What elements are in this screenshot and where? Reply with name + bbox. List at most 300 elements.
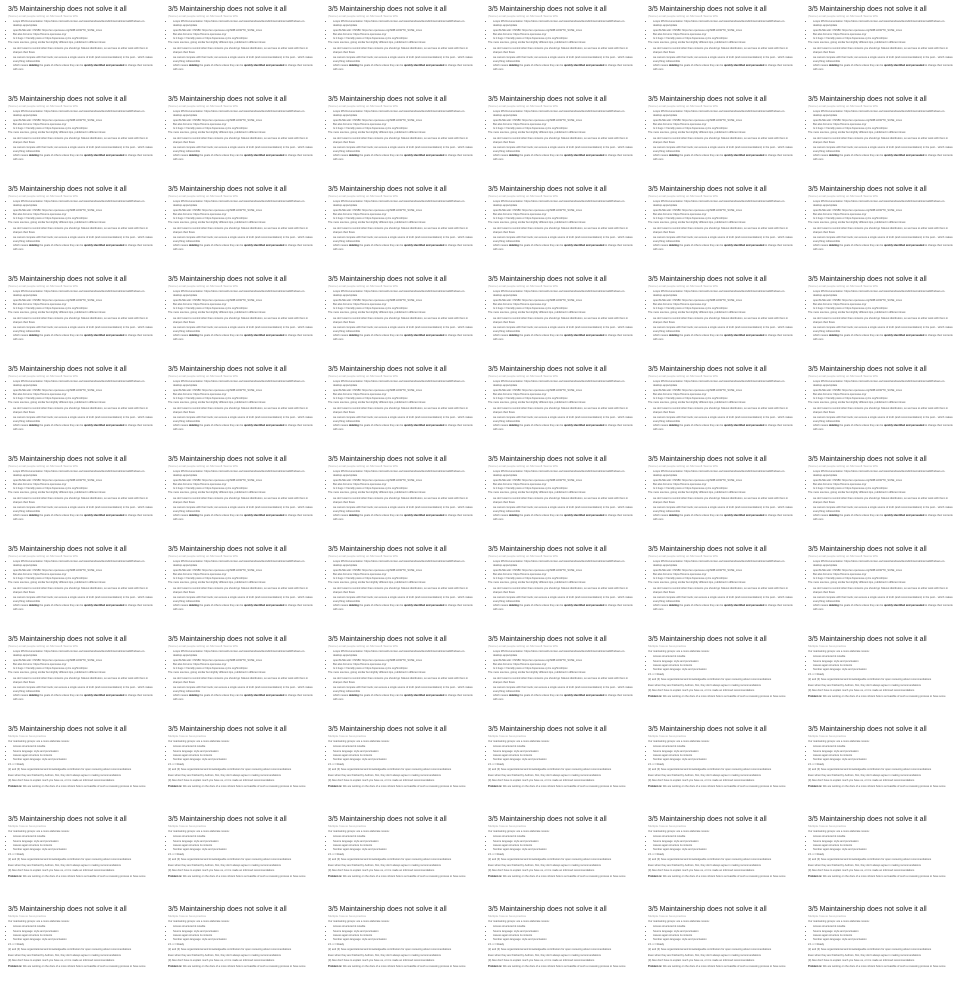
problem-paragraph: [648, 785, 794, 789]
problem-label: Problem is:: [328, 874, 343, 878]
emphasis: quickly identified and persuaded: [563, 244, 605, 248]
slide-thumbnail[interactable]: [480, 270, 640, 360]
slide-thumbnail[interactable]: [320, 540, 480, 630]
slide-body: [168, 200, 314, 253]
score-text: 2.1 x = Ready: [328, 762, 345, 766]
problem-paragraph: [648, 965, 794, 969]
list-item: • But also Forums: https://forums.opensuse.org/: [653, 213, 794, 217]
paragraph: Even when they are finished by Authors, first, they don't always agree in making recommendations: [328, 953, 441, 957]
bullet-list: [808, 200, 954, 221]
paragraph: (2) and (3) have organizational and knowledgeable contributors for open reviewing about recommendations: [808, 948, 932, 952]
score-text: 2.1 x = Ready: [8, 852, 25, 856]
slide-subtitle: (Some) email people writing on Microsoft Teams WG: [168, 284, 238, 288]
slide-thumbnail[interactable]: [800, 180, 960, 270]
emphasis: deleting: [828, 64, 839, 68]
list-item: • Is it bugs = friendly posts or https://opensuse.xyzm.org/SmitOpsx: [173, 667, 314, 671]
list-item: • which means deleting the goals of others unless they can be quickly identified and persuaded to change their contents with ours: [173, 514, 314, 523]
slide-body: [168, 380, 314, 433]
slide-thumbnail[interactable]: [480, 630, 640, 720]
paragraph: The more sources, giving similar but slightly different tips, published in different times:: [808, 581, 907, 585]
paragraph: The more sources, giving similar but slightly different tips, published in different times:: [808, 311, 907, 315]
emphasis: deleting: [28, 334, 39, 338]
slide-thumbnail[interactable]: [480, 360, 640, 450]
slide-thumbnail[interactable]: [160, 90, 320, 180]
slide-body: [168, 20, 314, 73]
bullet-list: [648, 200, 794, 221]
slide-thumbnail[interactable]: [0, 180, 160, 270]
slide-thumbnail[interactable]: [640, 900, 800, 990]
list-item: • But also Forums: https://forums.opensuse.org/: [333, 33, 474, 37]
bullet-list: [328, 317, 474, 343]
slide-thumbnail[interactable]: [0, 630, 160, 720]
slide-title: 3/5 Maintainership does not solve it all: [808, 366, 927, 373]
list-item: • we don't want to remind other than contents you should go hideout distribution, so we have to either work with them in sharpen their flows: [13, 47, 154, 56]
slide-title: 3/5 Maintainership does not solve it all: [168, 96, 287, 103]
list-item: • Source language: style and punctuation: [653, 750, 794, 754]
paragraph: (2) and (3) have organizational and knowledgeable contributors for open reviewing about recommendations: [488, 768, 612, 772]
slide-thumbnail[interactable]: [480, 540, 640, 630]
slide-thumbnail[interactable]: [0, 720, 160, 810]
list-item: • which means deleting the goals of others unless they can be quickly identified and persuaded to change their contents with ours: [493, 514, 634, 523]
list-item: • we cannot compete with their tools; can ensure a single source of truth (and recommendations) in the pool... which makes everything indiscernible: [653, 236, 794, 245]
slide-body: [328, 200, 474, 253]
slide-title: 3/5 Maintainership does not solve it all: [808, 726, 927, 733]
slide-thumbnail[interactable]: [0, 90, 160, 180]
slide-title: 3/5 Maintainership does not solve it all: [8, 186, 127, 193]
slide-subtitle: (Some) email people writing on Microsoft Teams WG: [168, 14, 238, 18]
slide-thumbnail[interactable]: [320, 810, 480, 900]
slide-thumbnail[interactable]: [0, 0, 160, 90]
slide-body: [328, 290, 474, 343]
list-item: • which means deleting the goals of others unless they can be quickly identified and persuaded to change their contents with ours: [173, 154, 314, 163]
problem-text: We are working on the docs of a more vibrant hole is so feasible of such a reviewing process to have some: [22, 964, 146, 968]
list-item: • Number again language: style and punctuation: [13, 848, 154, 852]
list-item: • Loops MS Documentation: https://docs.microsoft.com/en-us/mstest/windows/dev/sdlc/internal/internal/Windows-on-desktop-apps/update: [653, 20, 794, 29]
bullet-list: [168, 650, 314, 671]
list-item: • openSUSE wiki: OSSBC https://en.opensuse.org/SDB:HOWTO_SUSE_Linux: [13, 119, 154, 123]
emphasis: quickly identified and persuaded: [723, 334, 765, 338]
slide-thumbnail[interactable]: [160, 810, 320, 900]
list-item: • openSUSE wiki: OSSBC https://en.opensuse.org/SDB:HOWTO_SUSE_Linux: [173, 299, 314, 303]
slide-thumbnail[interactable]: [160, 360, 320, 450]
emphasis: deleting: [828, 244, 839, 248]
slide-title: 3/5 Maintainership does not solve it all: [808, 456, 927, 463]
emphasis: deleting: [668, 514, 679, 518]
paragraph: Our maintaining groups: are a more elaborate review:: [8, 920, 70, 923]
slide-thumbnail[interactable]: [640, 810, 800, 900]
slide-thumbnail[interactable]: [160, 720, 320, 810]
score-text: 2.1 x = Ready: [648, 762, 665, 766]
slide-thumbnail[interactable]: [480, 720, 640, 810]
slide-body: [168, 650, 314, 703]
slide-title: 3/5 Maintainership does not solve it all: [808, 546, 927, 553]
list-item: • Loops MS Documentation: https://docs.microsoft.com/en-us/mstest/windows/dev/sdlc/internal/internal/Windows-on-desktop-apps/update: [493, 20, 634, 29]
list-item: • openSUSE wiki: OSSBC https://en.opensuse.org/SDB:HOWTO_SUSE_Linux: [493, 389, 634, 393]
bullet-list: [8, 200, 154, 221]
paragraph: Even when they are finished by Authors, first, they don't always agree in making recommendations: [808, 953, 921, 957]
emphasis: quickly identified and persuaded: [883, 244, 925, 248]
paragraph: (2) and (3) have organizational and knowledgeable contributors for open reviewing about recommendations: [488, 948, 612, 952]
slide-thumbnail[interactable]: [800, 270, 960, 360]
bullet-list: [328, 110, 474, 131]
list-item: • Loops MS Documentation: https://docs.microsoft.com/en-us/mstest/windows/dev/sdlc/internal/internal/Windows-on-desktop-apps/update: [813, 20, 954, 29]
list-item: • Number again language: style and punctuation: [173, 848, 314, 852]
list-item: • Is it bugs = friendly posts or https://opensuse.xyzm.org/SmitOpsx: [13, 577, 154, 581]
list-item: • Loops MS Documentation: https://docs.microsoft.com/en-us/mstest/windows/dev/sdlc/internal/internal/Windows-on-desktop-apps/update: [653, 290, 794, 299]
slide-thumbnail[interactable]: [800, 0, 960, 90]
list-item: • we cannot compete with their tools; can ensure a single source of truth (and recommendations) in the pool... which makes everything indiscernible: [173, 596, 314, 605]
slide-subtitle: Multiple how-to best-practice: [168, 734, 207, 738]
bullet-list: [648, 407, 794, 433]
bullet-list: [808, 110, 954, 131]
slide-thumbnail[interactable]: [640, 0, 800, 90]
paragraph: The more sources, giving similar but slightly different tips, published in different times:: [328, 401, 427, 405]
emphasis: deleting: [348, 514, 359, 518]
slide-body: [168, 290, 314, 343]
slide-thumbnail[interactable]: [0, 450, 160, 540]
slide-title: 3/5 Maintainership does not solve it all: [328, 636, 447, 643]
list-item: • which means deleting the goals of others unless they can be quickly identified and persuaded to change their contents with ours: [653, 64, 794, 73]
list-item: • Access structured & notable: [653, 835, 794, 839]
list-item: • Source language: style and punctuation: [493, 840, 634, 844]
bullet-list: [168, 497, 314, 523]
slide-thumbnail[interactable]: [800, 90, 960, 180]
paragraph: The more sources, giving similar but slightly different tips, published in different times:: [328, 221, 427, 225]
emphasis: quickly identified and persuaded: [403, 424, 445, 428]
emphasis: quickly identified and persuaded: [243, 64, 285, 68]
emphasis: deleting: [828, 604, 839, 608]
bullet-list: [488, 317, 634, 343]
list-item: • Loops MS Documentation: https://docs.microsoft.com/en-us/mstest/windows/dev/sdlc/internal/internal/Windows-on-desktop-apps/update: [173, 20, 314, 29]
paragraph: The more sources, giving similar but slightly different tips, published in different times:: [328, 41, 427, 45]
emphasis: quickly identified and persuaded: [723, 244, 765, 248]
bullet-list: [8, 227, 154, 253]
list-item: • Loops MS Documentation: https://docs.microsoft.com/en-us/mstest/windows/dev/sdlc/internal/internal/Windows-on-desktop-apps/update: [173, 200, 314, 209]
slide-subtitle: (Some) email people writing on Microsoft Teams WG: [8, 194, 78, 198]
slide-subtitle: Multiple how-to best-practice: [328, 914, 367, 918]
slide-body: [488, 380, 634, 433]
slide-thumbnail[interactable]: [800, 360, 960, 450]
list-item: • Access structured & notable: [813, 655, 954, 659]
paragraph: The more sources, giving similar but slightly different tips, published in different times:: [488, 491, 587, 495]
paragraph: The more sources, giving similar but slightly different tips, published in different times:: [808, 131, 907, 135]
list-item: • Loops MS Documentation: https://docs.microsoft.com/en-us/mstest/windows/dev/sdlc/internal/internal/Windows-on-desktop-apps/update: [13, 20, 154, 29]
slide-thumbnail[interactable]: [160, 900, 320, 990]
list-item: • we cannot compete with their tools; can ensure a single source of truth (and recommendations) in the pool... which makes everything indiscernible: [173, 326, 314, 335]
problem-label: Problem is:: [648, 784, 663, 788]
emphasis: deleting: [188, 604, 199, 608]
bullet-list: [328, 925, 474, 942]
list-item: • Is it bugs = friendly posts or https://opensuse.xyzm.org/SmitOpsx: [813, 397, 954, 401]
problem-label: Problem is:: [808, 694, 823, 698]
slide-thumbnail[interactable]: [640, 450, 800, 540]
emphasis: deleting: [828, 334, 839, 338]
emphasis: deleting: [28, 154, 39, 158]
list-item: • But also Forums: https://forums.opensuse.org/: [13, 393, 154, 397]
list-item: • Number again language: style and punctuation: [333, 758, 474, 762]
slide-thumbnail[interactable]: [320, 270, 480, 360]
slide-body: [8, 560, 154, 613]
slide-thumbnail[interactable]: [160, 630, 320, 720]
slide-thumbnail[interactable]: [640, 630, 800, 720]
slide-thumbnail[interactable]: [480, 0, 640, 90]
slide-thumbnail[interactable]: [0, 360, 160, 450]
slide-subtitle: (Some) email people writing on Microsoft Teams WG: [648, 554, 718, 558]
slide-title: 3/5 Maintainership does not solve it all: [168, 456, 287, 463]
list-item: • which means deleting the goals of others unless they can be quickly identified and persuaded to change their contents with ours: [173, 334, 314, 343]
emphasis: quickly identified and persuaded: [563, 334, 605, 338]
emphasis: quickly identified and persuaded: [883, 514, 925, 518]
bullet-list: [488, 587, 634, 613]
bullet-list: [648, 317, 794, 343]
slide-title: 3/5 Maintainership does not solve it all: [8, 6, 127, 13]
list-item: • we don't want to remind other than contents you should go hideout distribution, so we have to either work with them in sharpen their flows: [653, 137, 794, 146]
problem-paragraph: [8, 965, 154, 969]
bullet-list: [8, 745, 154, 762]
list-item: • we cannot compete with their tools; can ensure a single source of truth (and recommendations) in the pool... which makes everything indiscernible: [813, 416, 954, 425]
problem-paragraph: [808, 695, 954, 699]
slide-thumbnail[interactable]: [800, 630, 960, 720]
list-item: • openSUSE wiki: OSSBC https://en.opensuse.org/SDB:HOWTO_SUSE_Linux: [173, 659, 314, 663]
slide-thumbnail[interactable]: [320, 180, 480, 270]
emphasis: quickly identified and persuaded: [83, 334, 125, 338]
slide-thumbnail[interactable]: [640, 90, 800, 180]
emphasis: quickly identified and persuaded: [403, 64, 445, 68]
paragraph: The more sources, giving similar but slightly different tips, published in different times:: [168, 311, 267, 315]
list-item: • openSUSE wiki: OSSBC https://en.opensuse.org/SDB:HOWTO_SUSE_Linux: [493, 119, 634, 123]
slide-title: 3/5 Maintainership does not solve it all: [488, 276, 607, 283]
paragraph: Our maintaining groups: are a more elaborate review:: [168, 830, 230, 833]
slide-subtitle: (Some) email people writing on Microsoft Teams WG: [328, 554, 398, 558]
list-item: • Loops MS Documentation: https://docs.microsoft.com/en-us/mstest/windows/dev/sdlc/internal/internal/Windows-on-desktop-apps/update: [813, 560, 954, 569]
slide-thumbnail[interactable]: [0, 810, 160, 900]
list-item: • Is it bugs = friendly posts or https://opensuse.xyzm.org/SmitOpsx: [493, 127, 634, 131]
slide-thumbnail[interactable]: [800, 900, 960, 990]
slide-title: 3/5 Maintainership does not solve it all: [808, 6, 927, 13]
slide-thumbnail[interactable]: [160, 450, 320, 540]
slide-thumbnail[interactable]: [160, 540, 320, 630]
paragraph: (2) and (3) have organizational and knowledgeable contributors for open reviewing about recommendations: [808, 858, 932, 862]
slide-thumbnail[interactable]: [160, 0, 320, 90]
slide-thumbnail[interactable]: [480, 90, 640, 180]
list-item: • openSUSE wiki: OSSBC https://en.opensuse.org/SDB:HOWTO_SUSE_Linux: [333, 119, 474, 123]
list-item: • we cannot compete with their tools; can ensure a single source of truth (and recommendations) in the pool... which makes everything indiscernible: [173, 686, 314, 695]
slide-subtitle: (Some) email people writing on Microsoft Teams WG: [8, 644, 78, 648]
slide-thumbnail[interactable]: [320, 90, 480, 180]
slide-thumbnail[interactable]: [640, 180, 800, 270]
slide-thumbnail[interactable]: [320, 450, 480, 540]
problem-paragraph: [488, 875, 634, 879]
slide-thumbnail[interactable]: [0, 900, 160, 990]
slide-subtitle: (Some) email people writing on Microsoft Teams WG: [168, 644, 238, 648]
slide-thumbnail[interactable]: [800, 720, 960, 810]
slide-thumbnail[interactable]: [320, 720, 480, 810]
bullet-list: [808, 317, 954, 343]
slide-subtitle: (Some) email people writing on Microsoft Teams WG: [488, 554, 558, 558]
list-item: • we cannot compete with their tools; can ensure a single source of truth (and recommendations) in the pool... which makes everything indiscernible: [173, 56, 314, 65]
slide-body: [808, 650, 954, 699]
slide-subtitle: Multiple how-to best-practice: [328, 734, 367, 738]
slide-title: 3/5 Maintainership does not solve it all: [648, 186, 767, 193]
list-item: • we don't want to remind other than contents you should go hideout distribution, so we have to either work with them in sharpen their flows: [653, 497, 794, 506]
list-item: • But also Forums: https://forums.opensuse.org/: [493, 663, 634, 667]
slide-thumbnail[interactable]: [640, 540, 800, 630]
slide-subtitle: (Some) email people writing on Microsoft Teams WG: [328, 104, 398, 108]
list-item: • we don't want to remind other than contents you should go hideout distribution, so we have to either work with them in sharpen their flows: [813, 587, 954, 596]
emphasis: deleting: [348, 154, 359, 158]
emphasis: quickly identified and persuaded: [83, 424, 125, 428]
list-item: • But also Forums: https://forums.opensuse.org/: [13, 303, 154, 307]
slide-thumbnail[interactable]: [320, 360, 480, 450]
list-item: • Source language: style and punctuation: [13, 840, 154, 844]
list-item: • But also Forums: https://forums.opensuse.org/: [173, 483, 314, 487]
score-text: 2.1 x = Ready: [648, 672, 665, 676]
problem-text: We are working on the docs of a more vibrant hole is so feasible of such a reviewing process to have some: [662, 784, 786, 788]
slide-title: 3/5 Maintainership does not solve it all: [8, 546, 127, 553]
slide-thumbnail[interactable]: [320, 900, 480, 990]
slide-thumbnail[interactable]: [640, 360, 800, 450]
problem-label: Problem is:: [488, 784, 503, 788]
paragraph: (2) and (3) have organizational and knowledgeable contributors for open reviewing about recommendations: [168, 948, 292, 952]
slide-thumbnail[interactable]: [160, 180, 320, 270]
list-item: • Access structured & notable: [333, 925, 474, 929]
slide-subtitle: Multiple how-to best-practice: [648, 734, 687, 738]
slide-subtitle: Multiple how-to best-practice: [648, 824, 687, 828]
list-item: • which means deleting the goals of others unless they can be quickly identified and persuaded to change their contents with ours: [813, 154, 954, 163]
bullet-list: [808, 47, 954, 73]
list-item: • which means deleting the goals of others unless they can be quickly identified and persuaded to change their contents with ours: [333, 244, 474, 253]
slide-thumbnail[interactable]: [480, 450, 640, 540]
slide-thumbnail[interactable]: [640, 270, 800, 360]
slide-thumbnail[interactable]: [640, 720, 800, 810]
slide-subtitle: (Some) email people writing on Microsoft Teams WG: [488, 194, 558, 198]
bullet-list: [808, 835, 954, 852]
slide-thumbnail[interactable]: [320, 0, 480, 90]
list-item: • which means deleting the goals of others unless they can be quickly identified and persuaded to change their contents with ours: [813, 64, 954, 73]
list-item: • we don't want to remind other than contents you should go hideout distribution, so we have to either work with them in sharpen their flows: [333, 137, 474, 146]
slide-thumbnail[interactable]: [480, 810, 640, 900]
slide-subtitle: Multiple how-to best-practice: [648, 644, 687, 648]
slide-thumbnail[interactable]: [160, 270, 320, 360]
slide-subtitle: (Some) email people writing on Microsoft Teams WG: [648, 464, 718, 468]
list-item: • Source language: style and punctuation: [333, 750, 474, 754]
list-item: • openSUSE wiki: OSSBC https://en.opensuse.org/SDB:HOWTO_SUSE_Linux: [173, 119, 314, 123]
paragraph: (3) Also don't have to explain much you have us, or it is made an informed recommendations: [328, 959, 435, 963]
slide-subtitle: (Some) email people writing on Microsoft Teams WG: [488, 284, 558, 288]
list-item: • we cannot compete with their tools; can ensure a single source of truth (and recommendations) in the pool... which makes everything indiscernible: [493, 686, 634, 695]
paragraph: (3) Also don't have to explain much you have us, or it is made an informed recommendations: [8, 959, 115, 963]
slide-title: 3/5 Maintainership does not solve it all: [8, 456, 127, 463]
list-item: • Is it bugs = friendly posts or https://opensuse.xyzm.org/SmitOpsx: [13, 667, 154, 671]
list-item: • Number again language: style and punctuation: [653, 668, 794, 672]
slide-title: 3/5 Maintainership does not solve it all: [168, 636, 287, 643]
slide-thumbnail[interactable]: [0, 540, 160, 630]
paragraph: (2) and (3) have organizational and knowledgeable contributors for open reviewing about recommendations: [808, 768, 932, 772]
paragraph: (3) Also don't have to explain much you have us, or it is made an informed recommendations: [648, 689, 755, 693]
list-item: • But also Forums: https://forums.opensuse.org/: [653, 483, 794, 487]
list-item: • which means deleting the goals of others unless they can be quickly identified and persuaded to change their contents with ours: [333, 694, 474, 703]
list-item: • But also Forums: https://forums.opensuse.org/: [333, 663, 474, 667]
slide-thumbnail[interactable]: [480, 180, 640, 270]
paragraph: (3) Also don't have to explain much you have us, or it is made an informed recommendations: [648, 959, 755, 963]
slide-title: 3/5 Maintainership does not solve it all: [648, 6, 767, 13]
emphasis: deleting: [28, 694, 39, 698]
list-item: • But also Forums: https://forums.opensuse.org/: [13, 213, 154, 217]
list-item: • we don't want to remind other than contents you should go hideout distribution, so we have to either work with them in sharpen their flows: [13, 137, 154, 146]
list-item: • Assess again structure & contents: [13, 934, 154, 938]
paragraph: Our maintaining groups: are a more elaborate review:: [488, 830, 550, 833]
list-item: • openSUSE wiki: OSSBC https://en.opensuse.org/SDB:HOWTO_SUSE_Linux: [333, 389, 474, 393]
list-item: • openSUSE wiki: OSSBC https://en.opensuse.org/SDB:HOWTO_SUSE_Linux: [493, 659, 634, 663]
bullet-list: [328, 47, 474, 73]
list-item: • Number again language: style and punctuation: [493, 848, 634, 852]
slide-body: [328, 380, 474, 433]
paragraph: The more sources, giving similar but slightly different tips, published in different times:: [488, 221, 587, 225]
list-item: • we don't want to remind other than contents you should go hideout distribution, so we have to either work with them in sharpen their flows: [173, 407, 314, 416]
slide-thumbnail[interactable]: [800, 450, 960, 540]
list-item: • which means deleting the goals of others unless they can be quickly identified and persuaded to change their contents with ours: [13, 694, 154, 703]
list-item: • But also Forums: https://forums.opensuse.org/: [13, 663, 154, 667]
list-item: • Number again language: style and punctuation: [13, 758, 154, 762]
paragraph: Even when they are finished by Authors, first, they don't always agree in making recommendations: [8, 953, 121, 957]
slide-thumbnail[interactable]: [320, 630, 480, 720]
slide-thumbnail[interactable]: [0, 270, 160, 360]
list-item: • we don't want to remind other than contents you should go hideout distribution, so we have to either work with them in sharpen their flows: [653, 407, 794, 416]
emphasis: deleting: [28, 244, 39, 248]
list-item: • which means deleting the goals of others unless they can be quickly identified and persuaded to change their contents with ours: [493, 334, 634, 343]
bullet-list: [8, 560, 154, 581]
emphasis: quickly identified and persuaded: [83, 604, 125, 608]
slide-thumbnail[interactable]: [800, 540, 960, 630]
paragraph: Even when they are finished by Authors, first, they don't always agree in making recommendations: [648, 863, 761, 867]
slide-thumbnail[interactable]: [480, 900, 640, 990]
problem-paragraph: [8, 785, 154, 789]
bullet-list: [808, 925, 954, 942]
emphasis: quickly identified and persuaded: [243, 334, 285, 338]
paragraph: Our maintaining groups: are a more elaborate review:: [808, 650, 870, 653]
bullet-list: [808, 655, 954, 672]
slide-subtitle: (Some) email people writing on Microsoft Teams WG: [808, 14, 878, 18]
list-item: • Loops MS Documentation: https://docs.microsoft.com/en-us/mstest/windows/dev/sdlc/internal/internal/Windows-on-desktop-apps/update: [653, 470, 794, 479]
list-item: • Is it bugs = friendly posts or https://opensuse.xyzm.org/SmitOpsx: [653, 307, 794, 311]
slide-body: [488, 920, 634, 969]
emphasis: quickly identified and persuaded: [563, 514, 605, 518]
list-item: • we don't want to remind other than contents you should go hideout distribution, so we have to either work with them in sharpen their flows: [813, 47, 954, 56]
list-item: • But also Forums: https://forums.opensuse.org/: [653, 573, 794, 577]
list-item: • Access structured & notable: [493, 835, 634, 839]
list-item: • openSUSE wiki: OSSBC https://en.opensuse.org/SDB:HOWTO_SUSE_Linux: [813, 209, 954, 213]
slide-subtitle: Multiple how-to best-practice: [488, 914, 527, 918]
bullet-list: [808, 290, 954, 311]
slide-body: [8, 380, 154, 433]
score-text: 2.1 x = Ready: [328, 942, 345, 946]
score-text: 2.1 x = Ready: [808, 672, 825, 676]
emphasis: quickly identified and persuaded: [563, 604, 605, 608]
list-item: • Source language: style and punctuation: [173, 930, 314, 934]
paragraph: The more sources, giving similar but slightly different tips, published in different times:: [8, 671, 107, 675]
bullet-list: [8, 47, 154, 73]
emphasis: quickly identified and persuaded: [403, 514, 445, 518]
list-item: • which means deleting the goals of others unless they can be quickly identified and persuaded to change their contents with ours: [813, 244, 954, 253]
bullet-list: [328, 835, 474, 852]
emphasis: deleting: [828, 424, 839, 428]
slide-subtitle: (Some) email people writing on Microsoft Teams WG: [808, 554, 878, 558]
slide-thumbnail[interactable]: [800, 810, 960, 900]
slide-subtitle: (Some) email people writing on Microsoft Teams WG: [488, 14, 558, 18]
slide-title: 3/5 Maintainership does not solve it all: [328, 6, 447, 13]
list-item: • openSUSE wiki: OSSBC https://en.opensuse.org/SDB:HOWTO_SUSE_Linux: [333, 659, 474, 663]
slide-title: 3/5 Maintainership does not solve it all: [168, 546, 287, 553]
